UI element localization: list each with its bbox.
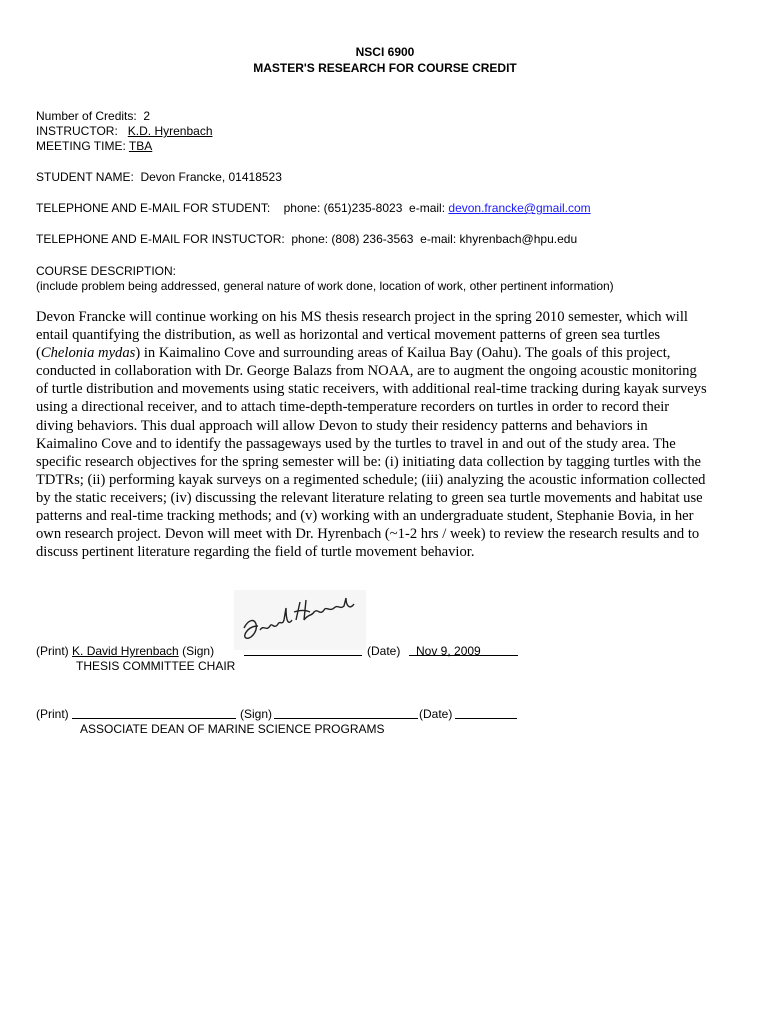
instructor-label: INSTRUCTOR: (36, 124, 118, 138)
student-phone: phone: (651)235-8023 (283, 201, 403, 215)
signature1-print-label: (Print) (36, 644, 69, 658)
student-row (36, 169, 282, 185)
signature2-sign-line[interactable] (274, 718, 418, 719)
instructor-row (36, 123, 213, 139)
handwritten-signature (234, 590, 366, 650)
instructor-email: khyrenbach@hpu.edu (459, 232, 578, 246)
signature1-print-name: K. David Hyrenbach (72, 644, 179, 658)
species-italic: Chelonia mydas (40, 345, 136, 362)
student-email-link[interactable]: devon.francke@gmail.com (448, 201, 591, 215)
description-label: COURSE DESCRIPTION: (36, 264, 177, 278)
credits-label: Number of Credits: (36, 109, 137, 123)
instructor-value: K.D. Hyrenbach (127, 124, 213, 138)
signature1-date-value: Nov 9, 2009 (416, 644, 481, 658)
signature2-print-label: (Print) (36, 707, 69, 721)
credits-value: 2 (143, 109, 151, 123)
signature2-role: ASSOCIATE DEAN OF MARINE SCIENCE PROGRAMS (80, 722, 385, 736)
species-close: ) (135, 345, 141, 362)
signature2-date-label: (Date) (419, 707, 453, 721)
signature2-print-line[interactable] (72, 718, 236, 719)
signature1-role: THESIS COMMITTEE CHAIR (76, 659, 236, 673)
course-title: MASTER'S RESEARCH FOR COURSE CREDIT (253, 61, 517, 75)
description-line: specific research objectives for the spring semester will be: (i) initiating data collection by tagging turtles with the (36, 453, 702, 470)
instructor-email-label: e-mail: (420, 232, 457, 246)
description-line: Devon Francke will continue working on his MS thesis research project in the spring 2010 semester, which will (36, 309, 688, 325)
credits-row (36, 108, 150, 124)
signature2-sign-label: (Sign) (240, 707, 273, 721)
description-line: of turtle distribution and movements using static receivers, with additional real-time tracking during kayak surveys (36, 381, 707, 398)
description-line: discuss pertinent literature regarding the field of turtle movement behavior. (36, 544, 475, 561)
description-line-rest: in Kaimalino Cove and surrounding areas of Kailua Bay (Oahu). The goals of this project, (143, 345, 671, 362)
description-line: using a directional receiver, and to attach time-depth-temperature recorders on turtles in order to record their (36, 399, 670, 416)
species-open: ( (36, 345, 41, 362)
description-line: diving behaviors. This dual approach will allow Devon to study their residency patterns and behaviors in (36, 417, 648, 434)
description-hint: (include problem being addressed, general nature of work done, location of work, other pertinent information) (36, 279, 614, 293)
instructor-contact-label: TELEPHONE AND E-MAIL FOR INSTUCTOR: (36, 232, 285, 246)
description-line: own research project. Devon will meet with Dr. Hyrenbach (~1-2 hrs / week) to review the research results and to (36, 526, 700, 543)
signature1-sign-label: (Sign) (182, 644, 215, 658)
description-line: entail quantifying the distribution, as well as horizontal and vertical movement patterns of green sea turtles (36, 327, 661, 344)
description-line: by the static receivers; (iv) discussing the relevant literature relating to green sea turtle movements and habitat use (36, 489, 703, 506)
signature1-date-label: (Date) (367, 644, 401, 658)
meeting-label: MEETING TIME: (36, 139, 126, 153)
signature1-sign-line (244, 655, 362, 656)
student-contact-row (36, 200, 591, 216)
description-body (36, 308, 736, 561)
description-line: Kaimalino Cove and to identify the passageways used by the turtles to travel in and out of the study area. The (36, 435, 676, 452)
signature2-date-line[interactable] (455, 718, 517, 719)
signature1-row (36, 643, 214, 659)
meeting-value: TBA (128, 139, 153, 153)
description-line: patterns and real-time tracking methods; and (v) working with an undergraduate student, Stephanie Bovia, in her (36, 508, 694, 525)
student-contact-label: TELEPHONE AND E-MAIL FOR STUDENT: (36, 201, 271, 215)
instructor-contact-row (36, 231, 577, 247)
description-line (36, 344, 736, 362)
student-email-label: e-mail: (409, 201, 446, 215)
meeting-row (36, 138, 152, 154)
student-value: Devon Francke, 01418523 (140, 170, 282, 184)
instructor-phone: phone: (808) 236-3563 (291, 232, 414, 246)
description-line: conducted in collaboration with Dr. George Balazs from NOAA, are to augment the ongoing acoustic monitoring (36, 363, 697, 380)
course-code: NSCI 6900 (355, 45, 415, 59)
student-label: STUDENT NAME: (36, 170, 134, 184)
description-line: TDTRs; (ii) performing kayak surveys on a regimented schedule; (iii) analyzing the acoustic information collected (36, 471, 706, 488)
